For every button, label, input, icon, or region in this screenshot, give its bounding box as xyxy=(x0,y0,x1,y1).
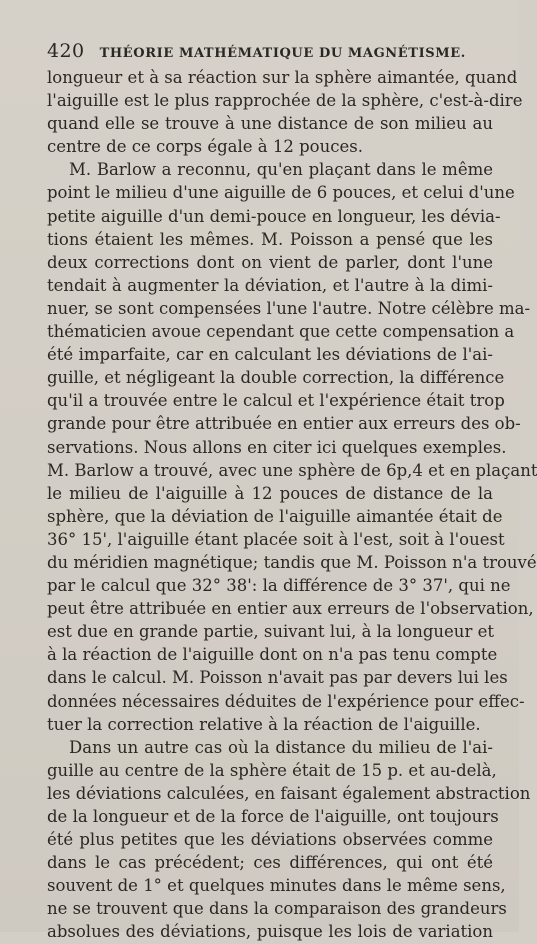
text-line: tuer la correction relative à la réaction de l'aiguille. xyxy=(47,714,481,734)
text-line: de la longueur et de la force de l'aiguille, ont toujours xyxy=(47,807,499,826)
text-line: sphère, que la déviation de l'aiguille aimantée était de xyxy=(47,506,503,526)
text-line: dans le calcul. M. Poisson n'avait pas par devers lui les xyxy=(47,668,508,688)
text-line: petite aiguille d'un demi-pouce en longueur, les dévia- xyxy=(47,206,501,226)
text-line: par le calcul que 32° 38': la différence de 3° 37', qui ne xyxy=(47,576,511,596)
text-line: longueur et à sa réaction sur la sphère aimantée, quand xyxy=(47,68,518,87)
text-line: absolues des déviations, puisque les lois de variation xyxy=(47,922,493,942)
text-line: ne se trouvent que dans la comparaison des grandeurs xyxy=(47,899,507,919)
text-line: le milieu de l'aiguille à 12 pouces de distance de la xyxy=(47,483,493,503)
text-line: grande pour être attribuée en entier aux erreurs des ob- xyxy=(47,414,521,434)
page-header xyxy=(47,40,497,62)
text-line: point le milieu d'une aiguille de 6 pouces, et celui d'une xyxy=(47,183,515,203)
text-line: été plus petites que les déviations observées comme xyxy=(47,830,493,850)
text-line: quand elle se trouve à une distance de son milieu au xyxy=(47,114,493,134)
text-line: peut être attribuée en entier aux erreurs de l'observation, xyxy=(47,599,534,619)
text-line: 36° 15', l'aiguille étant placée soit à l'est, soit à l'ouest xyxy=(47,529,505,549)
text-line: dans le cas précédent; ces différences, qui ont été xyxy=(47,853,493,873)
body-text xyxy=(47,66,537,942)
text-line: l'aiguille est le plus rapprochée de la sphère, c'est-à-dire xyxy=(47,91,523,111)
text-line: à la réaction de l'aiguille dont on n'a pas tenu compte xyxy=(47,645,498,665)
text-line: nuer, se sont compensées l'une l'autre. Notre célèbre ma- xyxy=(47,298,531,318)
text-line: M. Barlow a reconnu, qu'en plaçant dans le même xyxy=(69,160,493,180)
text-line: servations. Nous allons en citer ici quelques exemples. xyxy=(47,437,507,457)
text-line: guille, et négligeant la double correction, la différence xyxy=(47,368,505,388)
text-line: thématicien avoue cependant que cette compensation a xyxy=(47,322,515,342)
page-number: 420 xyxy=(47,40,85,62)
text-line: souvent de 1° et quelques minutes dans le même sens, xyxy=(47,876,506,896)
text-line: du méridien magnétique; tandis que M. Poisson n'a trouvé xyxy=(47,552,537,572)
text-line: qu'il a trouvée entre le calcul et l'expérience était trop xyxy=(47,391,505,411)
text-line: tendait à augmenter la déviation, et l'autre à la dimi- xyxy=(47,275,493,295)
text-line: centre de ce corps égale à 12 pouces. xyxy=(47,137,363,157)
running-title: THÉORIE MATHÉMATIQUE DU MAGNÉTISME. xyxy=(99,46,466,61)
text-line: est due en grande partie, suivant lui, à la longueur et xyxy=(47,622,494,642)
text-line: M. Barlow a trouvé, avec une sphère de 6p,4 et en plaçant xyxy=(47,460,537,480)
text-line: Dans un autre cas où la distance du milieu de l'ai- xyxy=(69,737,493,757)
text-line: deux corrections dont on vient de parler, dont l'une xyxy=(47,252,493,272)
text-line: données nécessaires déduites de l'expérience pour effec- xyxy=(47,691,525,711)
text-line: été imparfaite, car en calculant les déviations de l'ai- xyxy=(47,345,493,365)
text-line: guille au centre de la sphère était de 15 p. et au-delà, xyxy=(47,760,497,780)
text-line: les déviations calculées, en faisant également abstraction xyxy=(47,783,531,803)
text-line: tions étaient les mêmes. M. Poisson a pensé que les xyxy=(47,229,493,249)
